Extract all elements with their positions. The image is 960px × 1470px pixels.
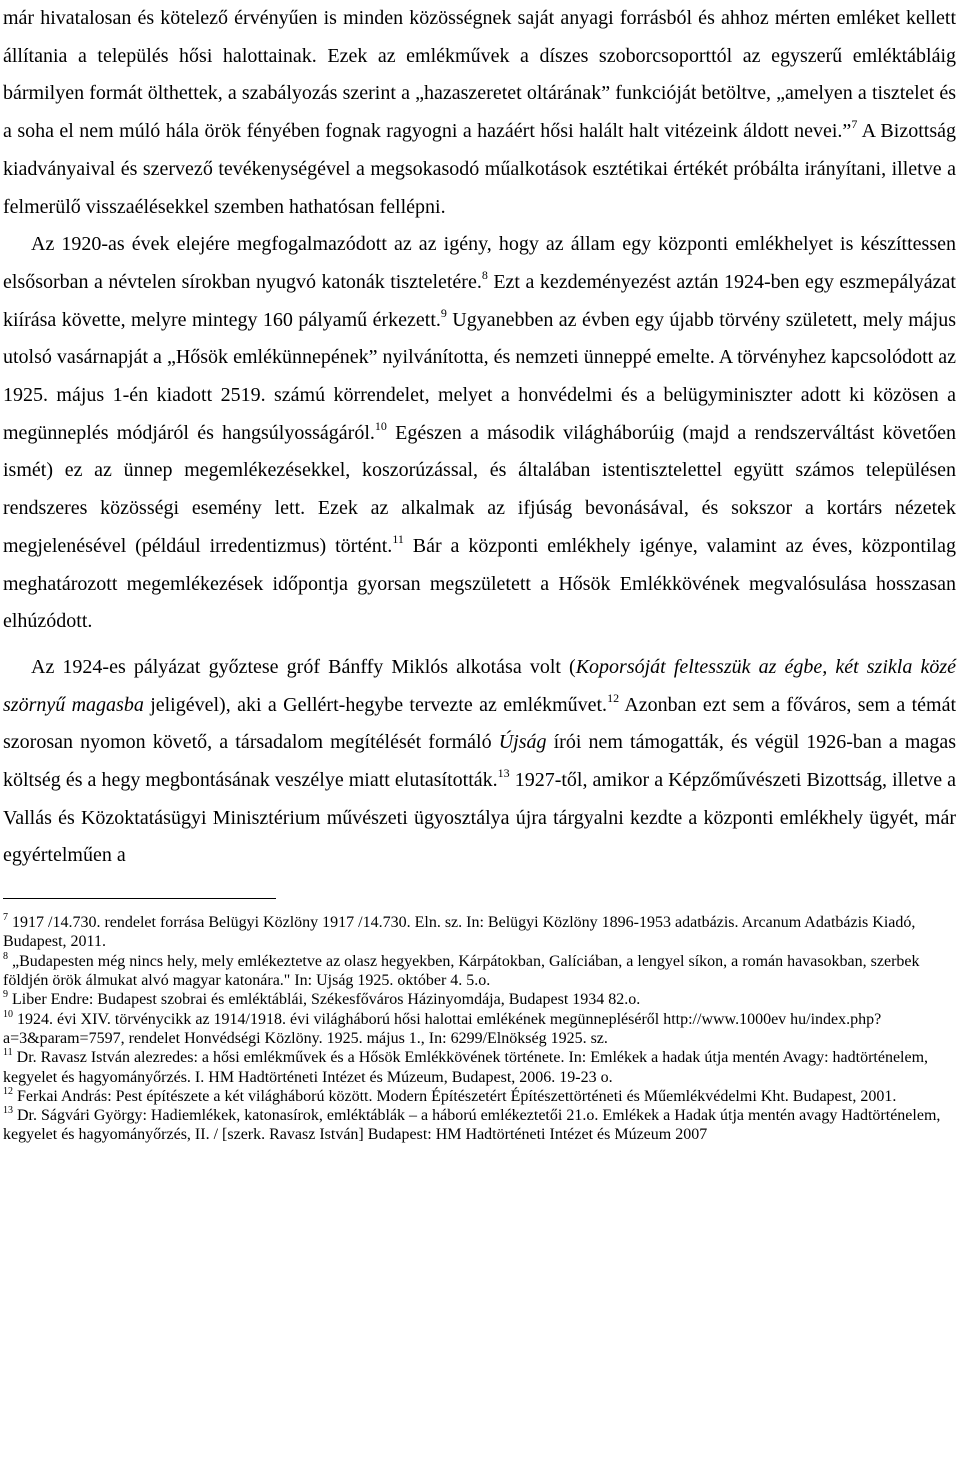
paragraph-1 [3, 0, 956, 226]
footnotes [3, 913, 956, 1145]
paragraph-text: Ezt a kezdeményezést aztán 1924-ben egy eszmepályázat kiírása követte, melyre mintegy 160 pályamű érkezett. [3, 270, 956, 331]
paragraph-3 [3, 649, 956, 875]
paragraph-spacer [3, 641, 956, 649]
footnote-ref-10[interactable]: 10 [374, 418, 387, 433]
main-text [3, 0, 956, 875]
footnote-number: 12 [3, 1085, 13, 1097]
footnote-11 [3, 1048, 956, 1087]
footnote-12 [3, 1087, 956, 1106]
footnote-ref-13[interactable]: 13 [497, 766, 510, 781]
footnote-ref-8[interactable]: 8 [481, 267, 488, 282]
footnote-text: Dr. Ságvári György: Hadiemlékek, katonasírok, emléktáblák – a háború emlékeztetői 21.o. Emlékek a Hadak útja mentén avagy Hadtörténelem, kegyelet és hagyományőrzés, II. / [szerk. Ravasz István] Budapest: HM Hadtörténeti Intézet és Múzeum 2007 [3, 1107, 941, 1144]
italic-newspaper-title: Újság [498, 731, 547, 754]
paragraph-2 [3, 226, 956, 641]
footnote-number: 13 [3, 1105, 13, 1117]
footnote-ref-12[interactable]: 12 [607, 690, 620, 705]
footnote-number: 7 [3, 912, 8, 924]
paragraph-text: A Bizottság kiadványaival és szervező tevékenységével a megsokasodó műalkotások esztétikai értékét próbálta irányítani, illetve a felmerülő visszaélésekkel szemben hathatósan fellépni. [3, 120, 956, 218]
italic-motto: Koporsóját feltesszük az égbe, két szikla közé szörnyű magasba [3, 655, 956, 716]
footnote-text: Ferkai András: Pest építészete a két világháború között. Modern Építészetért Építészettörténeti és Műemlékvédelmi Kht. Budapest, 2001. [13, 1087, 897, 1105]
paragraph-text: Az 1924-es pályázat győztese gróf Bánffy Miklós alkotása volt ( [31, 655, 576, 678]
footnote-separator [3, 898, 276, 899]
paragraph-text: Egészen a második világháborúig (majd a rendszerváltást követően ismét) ez az ünnep megemlékezésekkel, koszorúzással, és általában istentisztelettel együtt számos településen rendszeres közösségi esemény lett. Ezek az alkalmak az ifjúság bevonásával, és sokszor a kortárs nézetek megjelenésével (például irredentizmus) történt. [3, 421, 956, 557]
footnote-text: „Budapesten még nincs hely, mely emlékeztetve az olasz hegyekben, Kárpátokban, Galíciában, a lengyel síkon, a román havasokban, szerbek földjén örök álmukat alvó magyar katonára." In: Ujság 1925. október 4. 5.o. [3, 952, 920, 990]
footnote-number: 8 [3, 950, 8, 962]
footnote-ref-9[interactable]: 9 [440, 305, 447, 320]
footnote-text: 1917 /14.730. rendelet forrása Belügyi Közlöny 1917 /14.730. Eln. sz. In: Belügyi Közlöny 1896-1953 adatbázis. Arcanum Adatbázis Kiadó, Budapest, 2011. [3, 914, 916, 951]
paragraph-text: 1927-től, amikor a Képzőművészeti Bizottság, illetve a Vallás és Közoktatásügyi Minisztérium művészeti ügyosztálya újra tárgyalni kezdte a központi emlékhely ügyét, már egyértelműen a [3, 769, 956, 867]
footnote-9 [3, 990, 956, 1009]
footnote-ref-7[interactable]: 7 [851, 117, 858, 132]
paragraph-text: Azonban ezt sem a főváros, sem a témát szorosan nyomon követő, a társadalom megítélését formáló [3, 693, 956, 754]
footnote-ref-11[interactable]: 11 [392, 531, 404, 546]
paragraph-text: jeligével), aki a Gellért-hegybe tervezte az emlékművet. [143, 693, 608, 716]
footnote-text: Liber Endre: Budapest szobrai és emléktáblái, Székesfőváros Házinyomdája, Budapest 1934 82.o. [8, 991, 641, 1009]
footnote-text: Dr. Ravasz István alezredes: a hősi emlékművek és a Hősök Emlékkövének története. In: Emlékek a hadak útja mentén Avagy: hadtörténelem, kegyelet és hagyományőrzés. I. HM Hadtörténeti Intézet és Múzeum, Budapest, 2006. 19-23 o. [3, 1049, 929, 1086]
footnote-number: 9 [3, 989, 8, 1001]
footnote-7 [3, 913, 956, 952]
footnote-number: 10 [3, 1008, 13, 1020]
paragraph-text: már hivatalosan és kötelező érvényűen is minden közösségnek saját anyagi forrásból és ahhoz mérten emléket kellett állítania a település hősi halottainak. Ezek az emlékművek a díszes szoborcsoporttól az egyszerű emléktábláig bármilyen formát ölthettek, a szabályozás szerint a „hazaszeretet oltárának” funkcióját betöltve, „amelyen a tisztelet és a soha el nem múló hála örök fényében fognak ragyogni a hazáért hősi halált halt vitézeink áldott nevei.” [3, 7, 956, 143]
paragraph-text: írói nem támogatták, és végül 1926-ban a magas költség és a hegy megbontásának veszélye miatt elutasították. [3, 731, 956, 792]
footnote-13 [3, 1106, 956, 1145]
footnote-10 [3, 1010, 956, 1049]
footnote-text: 1924. évi XIV. törvénycikk az 1914/1918. évi világháború hősi halottai emlékének megünnepléséről http://www.1000ev hu/index.php?a=3&param=7597, rendelet Honvédségi Közlöny. 1925. május 1., In: 6299/Elnökség 1925. sz. [3, 1010, 882, 1047]
paragraph-text: Az 1920-as évek elejére megfogalmazódott az az igény, hogy az állam egy központi emlékhelyet is készíttessen elsősorban a névtelen sírokban nyugvó katonák tiszteletére. [3, 233, 956, 293]
footnote-number: 11 [3, 1047, 13, 1059]
footnote-8 [3, 952, 956, 991]
paragraph-text: Bár a központi emlékhely igénye, valamint az éves, központilag meghatározott megemlékezések időpontja gyorsan megszületett a Hősök Emlékkövének megvalósulása hosszasan elhúzódott. [3, 534, 956, 633]
paragraph-text: Ugyanebben az évben egy újabb törvény született, mely május utolsó vasárnapját a „Hősök emlékünnepének” nyilvánította, és nemzeti ünneppé emelte. A törvényhez kapcsolódott az 1925. május 1-én kiadott 2519. számú körrendelet, melyet a honvédelmi és a belügyminiszter adott ki közösen a megünneplés módjáról és hangsúlyosságáról. [3, 308, 957, 444]
